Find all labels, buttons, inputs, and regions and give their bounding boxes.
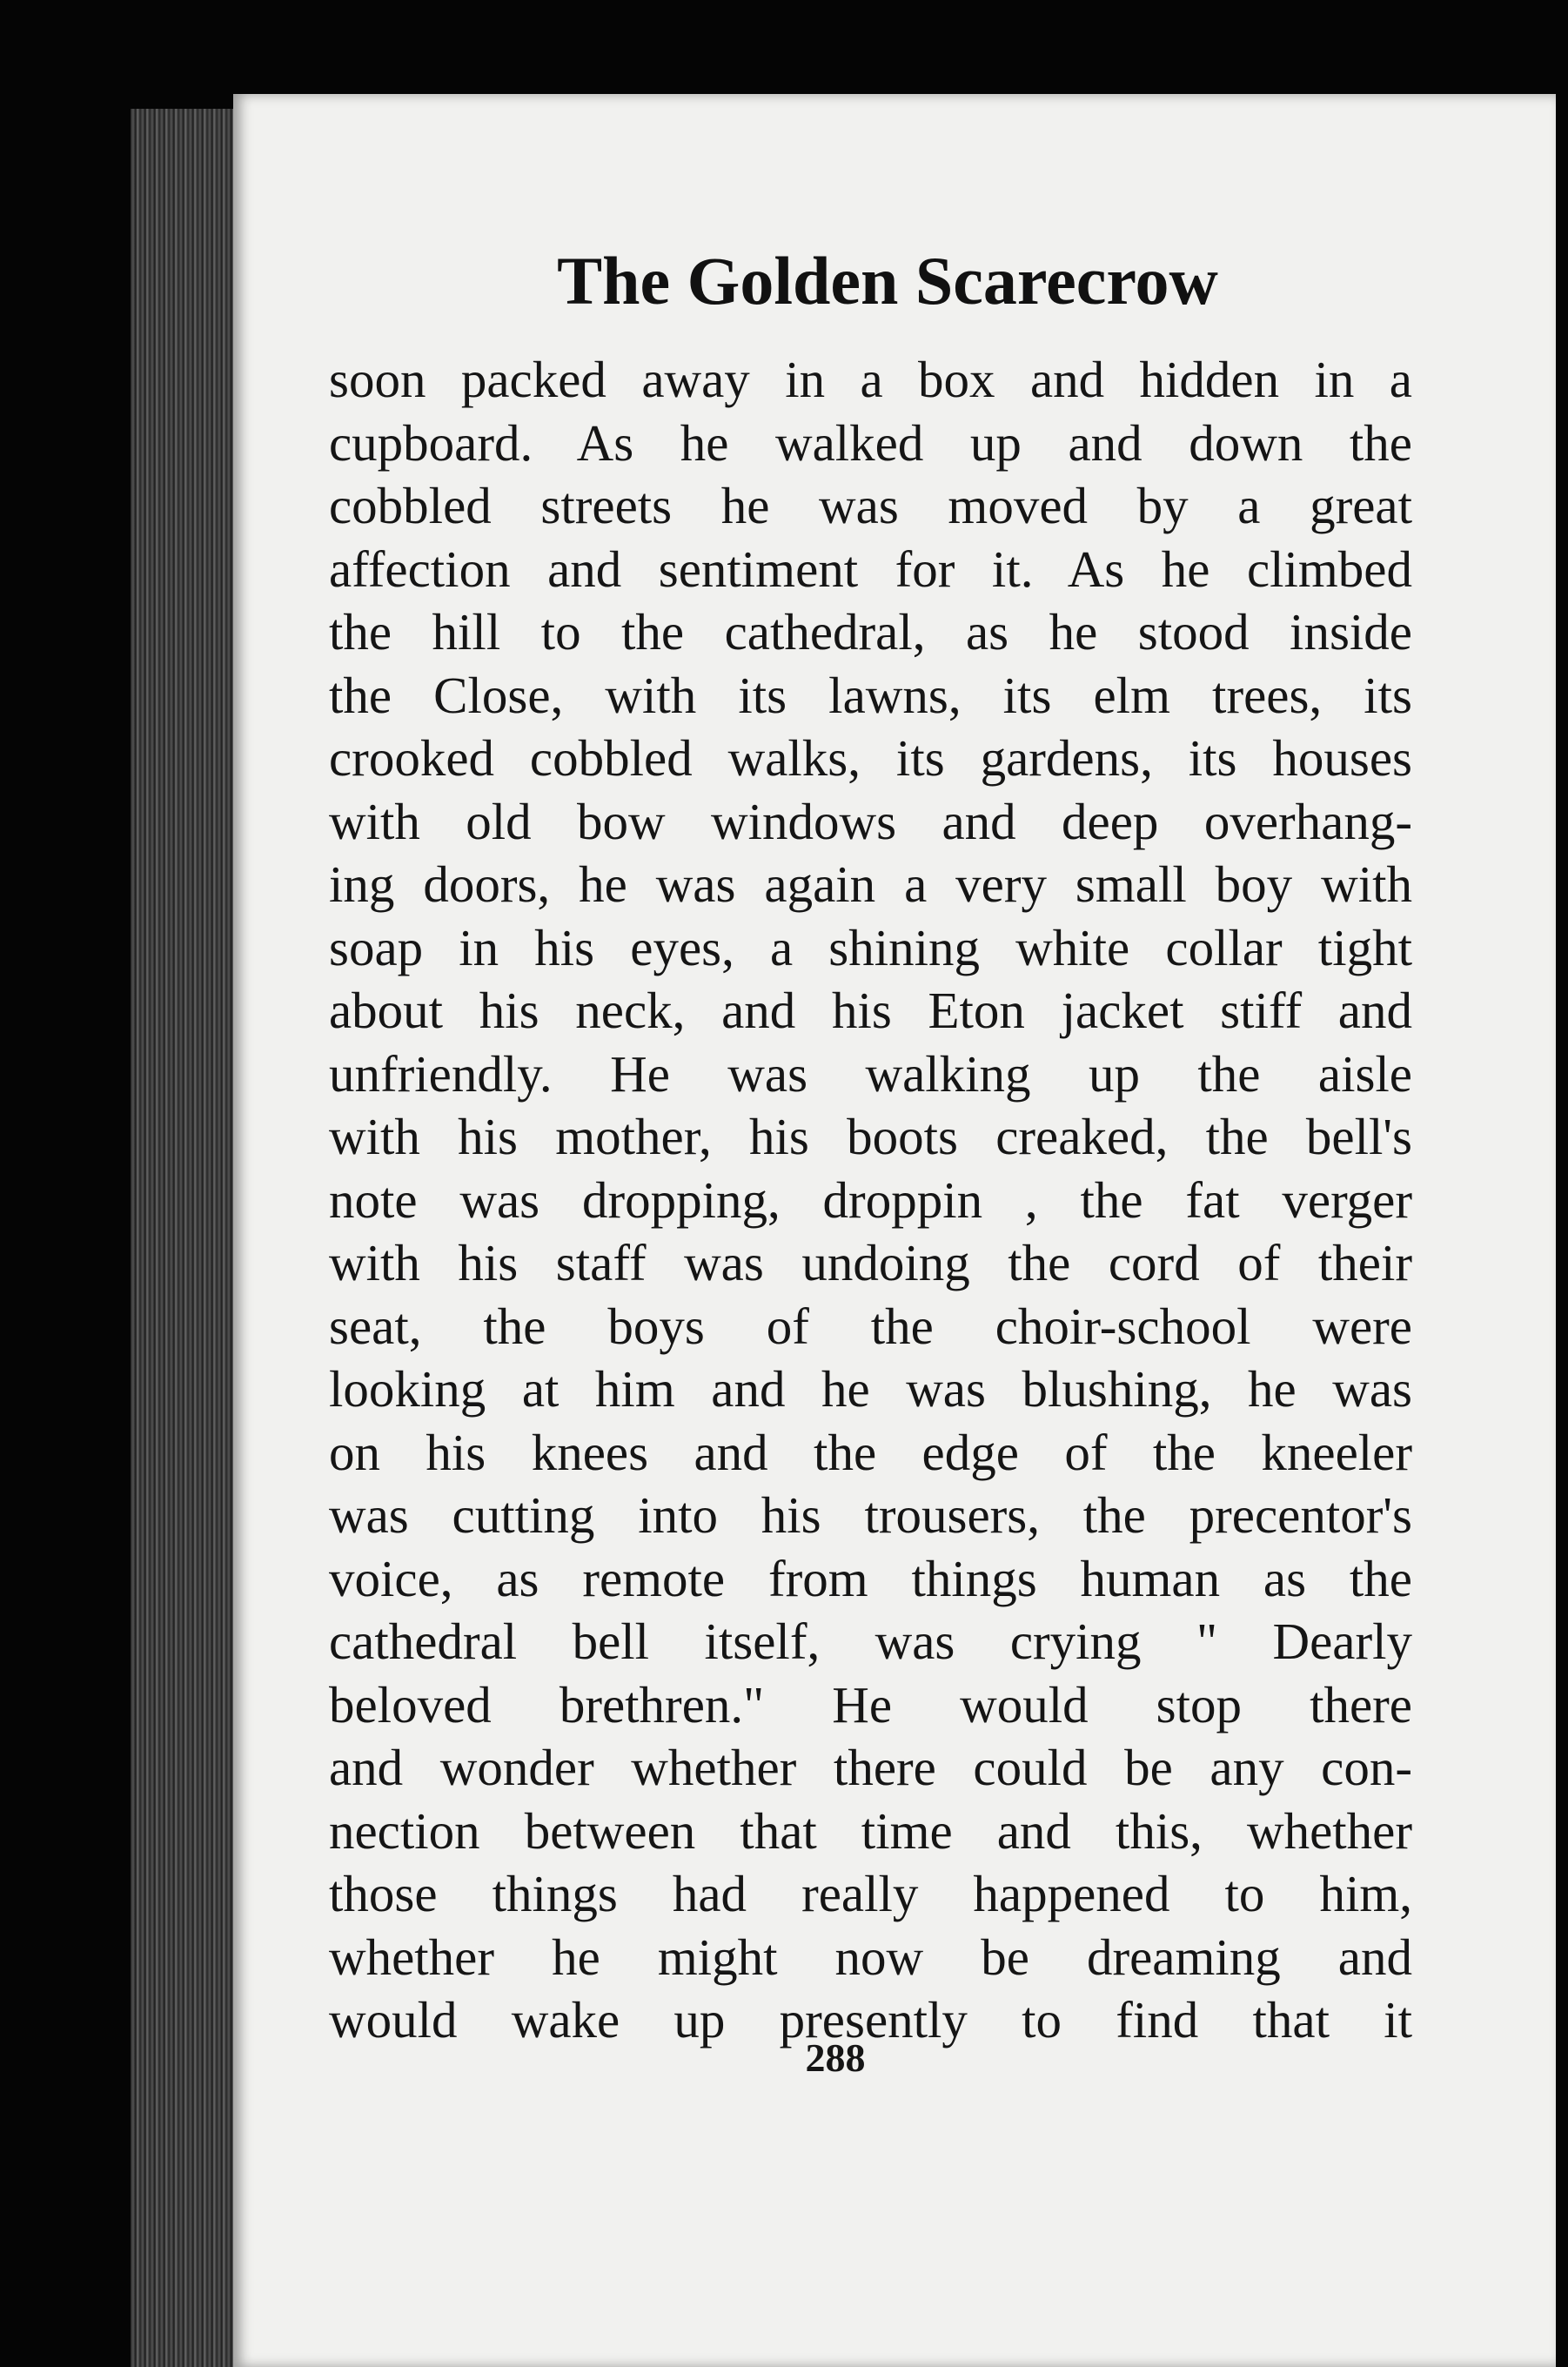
text-line: was cutting into his trousers, the precentor's bbox=[329, 1486, 1412, 1544]
text-line: with his staff was undoing the cord of their bbox=[329, 1234, 1412, 1291]
text-line: affection and sentiment for it. As he climbed bbox=[329, 540, 1412, 598]
text-line: soon packed away in a box and hidden in a bbox=[329, 351, 1412, 408]
page-number: 288 bbox=[805, 2035, 866, 2080]
text-line: would wake up presently to find that it bbox=[329, 1991, 1412, 2048]
text-line: those things had really happened to him, bbox=[329, 1865, 1412, 1922]
text-line: soap in his eyes, a shining white collar tight bbox=[329, 918, 1412, 976]
text-line: ing doors, he was again a very small boy with bbox=[329, 855, 1412, 913]
text-line: about his neck, and his Eton jacket stiff and bbox=[329, 982, 1412, 1039]
text-line: whether he might now be dreaming and bbox=[329, 1928, 1412, 1986]
body-text bbox=[329, 348, 1412, 2052]
text-line: the Close, with its lawns, its elm trees, its bbox=[329, 666, 1412, 724]
text-line: with old bow windows and deep overhang- bbox=[329, 792, 1412, 850]
text-line: nection between that time and this, whether bbox=[329, 1801, 1412, 1860]
text-line: cathedral bell itself, was crying " Dearly bbox=[329, 1613, 1412, 1670]
text-line: seat, the boys of the choir-school were bbox=[329, 1297, 1412, 1355]
running-head: The Golden Scarecrow bbox=[557, 243, 1218, 319]
text-line: cupboard. As he walked up and down the bbox=[329, 413, 1412, 472]
text-line: unfriendly. He was walking up the aisle bbox=[329, 1044, 1412, 1103]
text-line: crooked cobbled walks, its gardens, its houses bbox=[329, 729, 1412, 787]
text-line: the hill to the cathedral, as he stood inside bbox=[329, 603, 1412, 660]
text-line: note was dropping, droppin , the fat verger bbox=[329, 1170, 1412, 1229]
text-line: looking at him and he was blushing, he was bbox=[329, 1360, 1412, 1418]
text-line: cobbled streets he was moved by a great bbox=[329, 477, 1412, 534]
text-line: beloved brethren." He would stop there bbox=[329, 1675, 1412, 1733]
text-line: and wonder whether there could be any con- bbox=[329, 1739, 1412, 1796]
text-line: voice, as remote from things human as the bbox=[329, 1549, 1412, 1607]
text-line: with his mother, his boots creaked, the bell's bbox=[329, 1108, 1412, 1165]
text-line: on his knees and the edge of the kneeler bbox=[329, 1423, 1412, 1481]
